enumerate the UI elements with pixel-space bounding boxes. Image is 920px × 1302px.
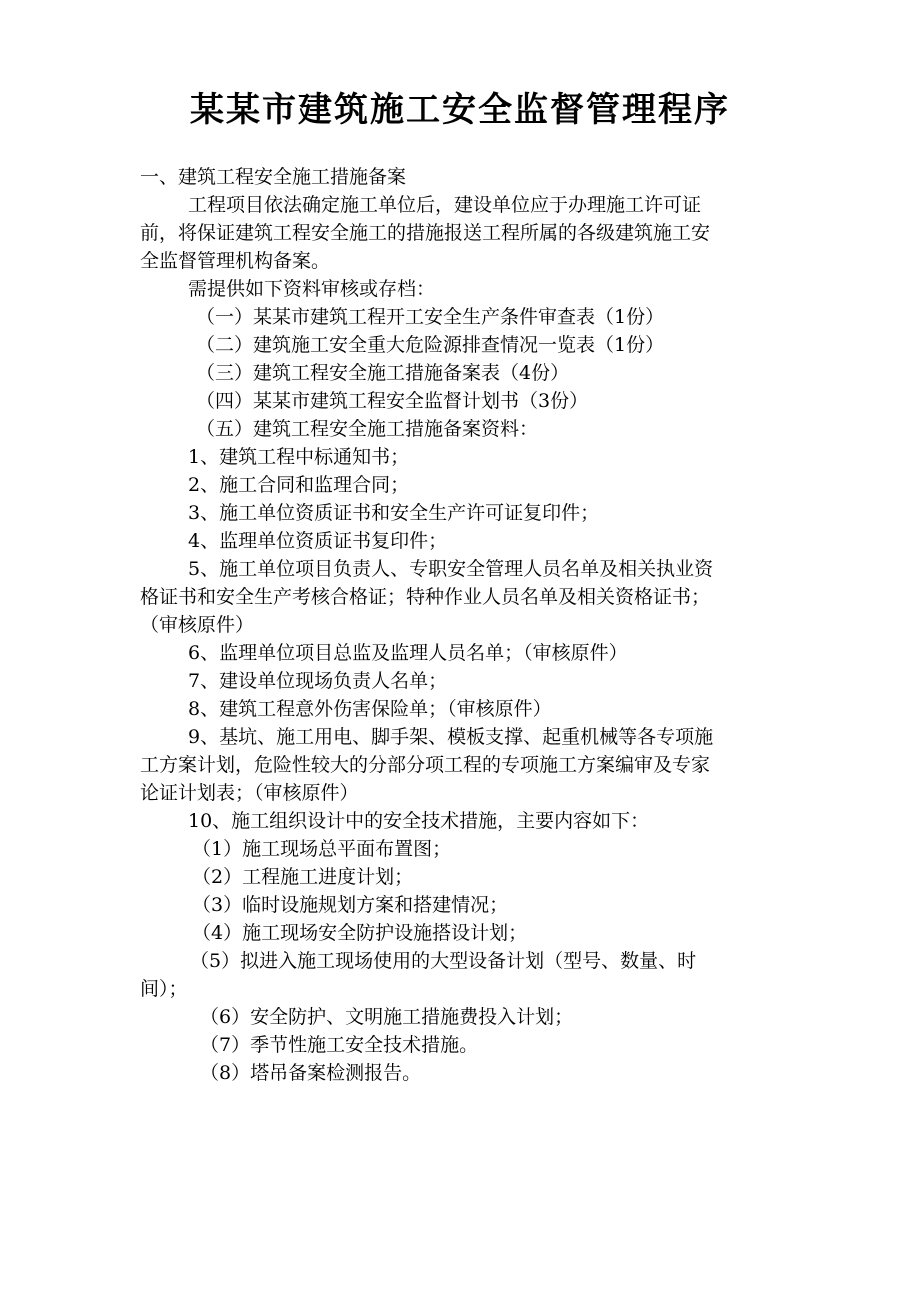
intro-line: 工程项目依法确定施工单位后，建设单位应于办理施工许可证 xyxy=(188,194,702,216)
list-item-continuation: 格证书和安全生产考核合格证；特种作业人员名单及相关资格证书； xyxy=(140,586,711,608)
list-item: 5、施工单位项目负责人、专职安全管理人员名单及相关执业资 xyxy=(188,558,714,580)
list-item: 1、建筑工程中标通知书； xyxy=(188,446,410,468)
list-item-continuation: 论证计划表；（审核原件） xyxy=(140,782,359,804)
sub-item: （4）施工现场安全防护设施搭设计划； xyxy=(192,922,528,944)
intro-line: 前，将保证建筑工程安全施工的措施报送工程所属的各级建筑施工安 xyxy=(140,222,711,244)
list-item: 10、施工组织设计中的安全技术措施，主要内容如下： xyxy=(188,810,650,832)
list-item-continuation: （审核原件） xyxy=(140,614,255,636)
list-item: 8、建筑工程意外伤害保险单；（审核原件） xyxy=(188,698,552,720)
sub-item: （7）季节性施工安全技术措施。 xyxy=(200,1034,479,1056)
form-item: （二）建筑施工安全重大危险源排查情况一览表（1份） xyxy=(196,334,665,356)
list-item: 3、施工单位资质证书和安全生产许可证复印件； xyxy=(188,502,600,524)
intro-line: 全监督管理机构备案。 xyxy=(140,250,331,272)
form-item: （三）建筑工程安全施工措施备案表（4份） xyxy=(196,362,570,384)
document-body xyxy=(140,163,790,1087)
sub-item: （1）施工现场总平面布置图； xyxy=(192,838,452,860)
sub-item: （8）塔吊备案检测报告。 xyxy=(200,1062,422,1084)
list-item-continuation: 工方案计划，危险性较大的分部分项工程的专项施工方案编审及专家 xyxy=(140,754,711,776)
section-heading: 一、建筑工程安全施工措施备案 xyxy=(140,166,407,188)
sub-item: （3）临时设施规划方案和搭建情况； xyxy=(192,894,509,916)
form-item: （四）某某市建筑工程安全监督计划书（3份） xyxy=(196,390,589,412)
list-item: 9、基坑、施工用电、脚手架、模板支撑、起重机械等各专项施 xyxy=(188,726,714,748)
sub-item: （2）工程施工进度计划； xyxy=(192,866,414,888)
sub-item: （5）拟进入施工现场使用的大型设备计划（型号、数量、时 xyxy=(190,950,697,972)
materials-intro: 需提供如下资料审核或存档： xyxy=(188,278,436,300)
form-item: （一）某某市建筑工程开工安全生产条件审查表（1份） xyxy=(196,306,665,328)
list-item: 7、建设单位现场负责人名单； xyxy=(188,670,448,692)
sub-item: （6）安全防护、文明施工措施费投入计划； xyxy=(200,1006,574,1028)
list-item: 6、监理单位项目总监及监理人员名单；（审核原件） xyxy=(188,642,628,664)
page-title: 某某市建筑施工安全监督管理程序 xyxy=(190,90,730,130)
sub-item-continuation: 间）； xyxy=(140,978,188,1000)
list-item: 4、监理单位资质证书复印件； xyxy=(188,530,448,552)
form-item: （五）建筑工程安全施工措施备案资料： xyxy=(196,418,539,440)
list-item: 2、施工合同和监理合同； xyxy=(188,474,410,496)
